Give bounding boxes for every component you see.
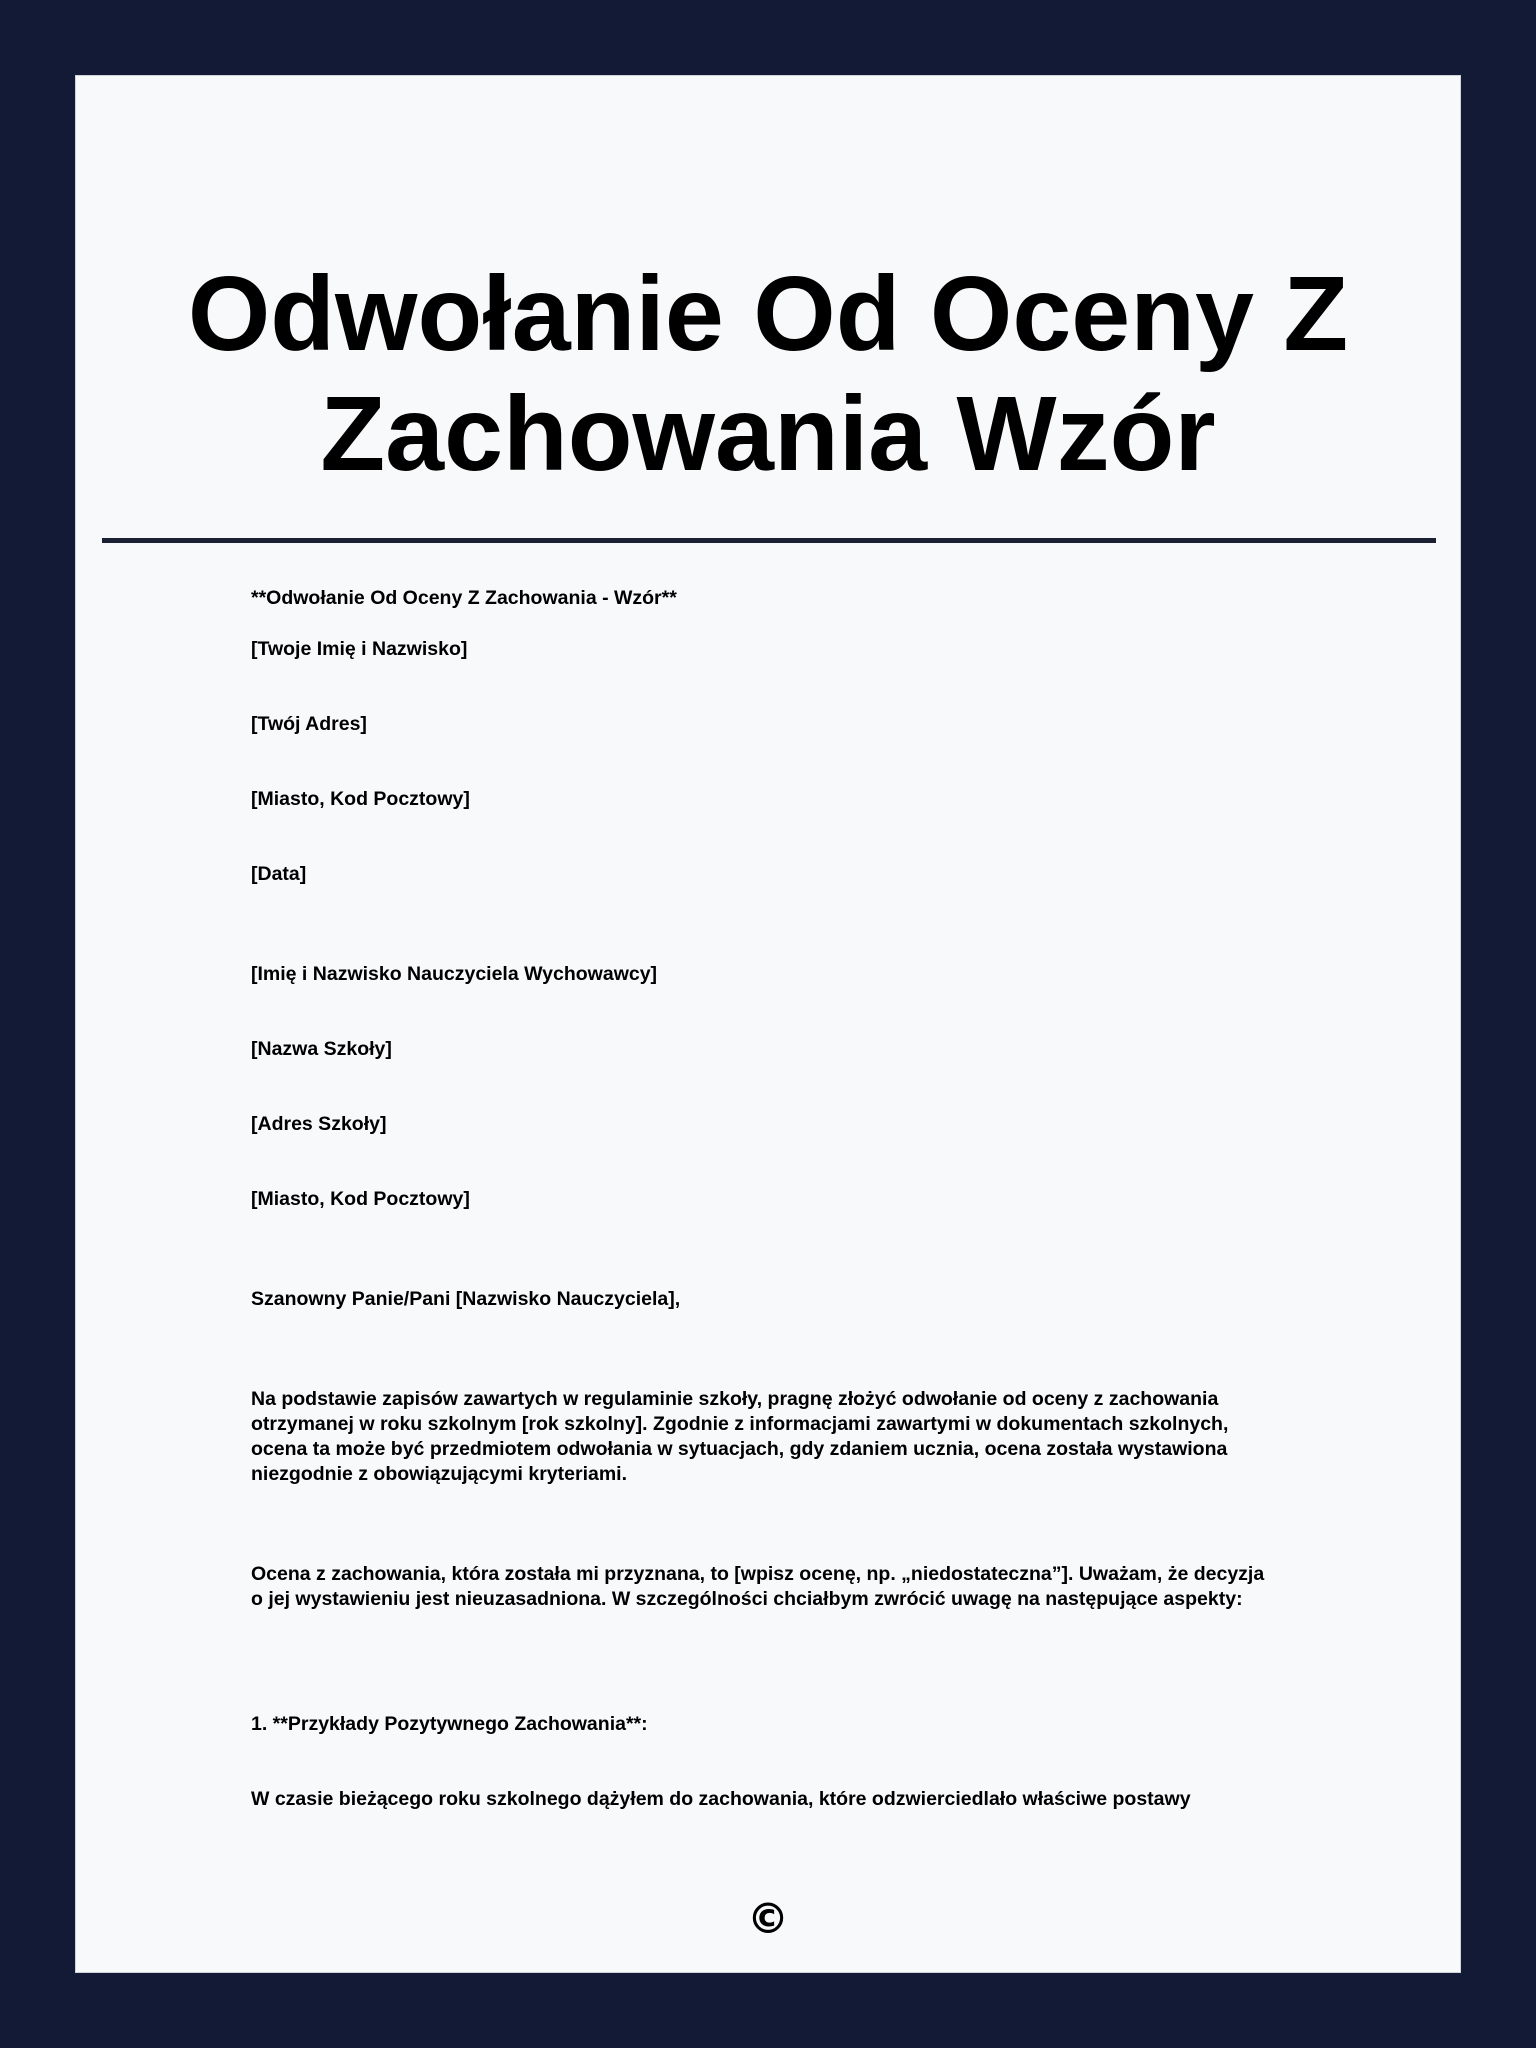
recipient-teacher: [Imię i Nazwisko Nauczyciela Wychowawcy] — [251, 963, 658, 985]
sender-address: [Twój Adres] — [251, 713, 367, 735]
sender-city: [Miasto, Kod Pocztowy] — [251, 788, 470, 810]
salutation: Szanowny Panie/Pani [Nazwisko Nauczyciela], — [251, 1288, 681, 1310]
document-page — [75, 75, 1461, 1973]
title-divider — [102, 538, 1436, 543]
recipient-school-address: [Adres Szkoły] — [251, 1113, 387, 1135]
sender-name: [Twoje Imię i Nazwisko] — [251, 638, 468, 660]
letter-date: [Data] — [251, 863, 307, 885]
recipient-city: [Miasto, Kod Pocztowy] — [251, 1188, 470, 1210]
page-title: Odwołanie Od Oceny Z Zachowania Wzór — [187, 255, 1349, 493]
recipient-school: [Nazwa Szkoły] — [251, 1038, 392, 1060]
list-item: 1. **Przykłady Pozytywnego Zachowania**: — [251, 1713, 648, 1735]
document-heading: **Odwołanie Od Oceny Z Zachowania - Wzór** — [251, 587, 677, 609]
paragraph: Ocena z zachowania, która została mi przyznana, to [wpisz ocenę, np. „niedostateczna”]. Uważam, że decyzja o jej wystawieniu jest nieuzasadniona. W szczególności chciałbym zwrócić uwagę na następujące aspekty: — [251, 1563, 1265, 1610]
copyright-icon: © — [747, 1894, 789, 1943]
paragraph: Na podstawie zapisów zawartych w regulaminie szkoły, pragnę złożyć odwołanie od oceny z zachowania otrzymanej w roku szkolnym [rok szkolny]. Zgodnie z informacjami zawartymi w dokumentach szkolnych, ocena ta może być przedmiotem odwołania w sytuacjach, gdy zdaniem ucznia, ocena została wystawiona niezgodnie z obowiązującymi kryteriami. — [251, 1388, 1229, 1485]
paragraph: W czasie bieżącego roku szkolnego dążyłem do zachowania, które odzwierciedlało właściwe postawy — [251, 1788, 1191, 1810]
